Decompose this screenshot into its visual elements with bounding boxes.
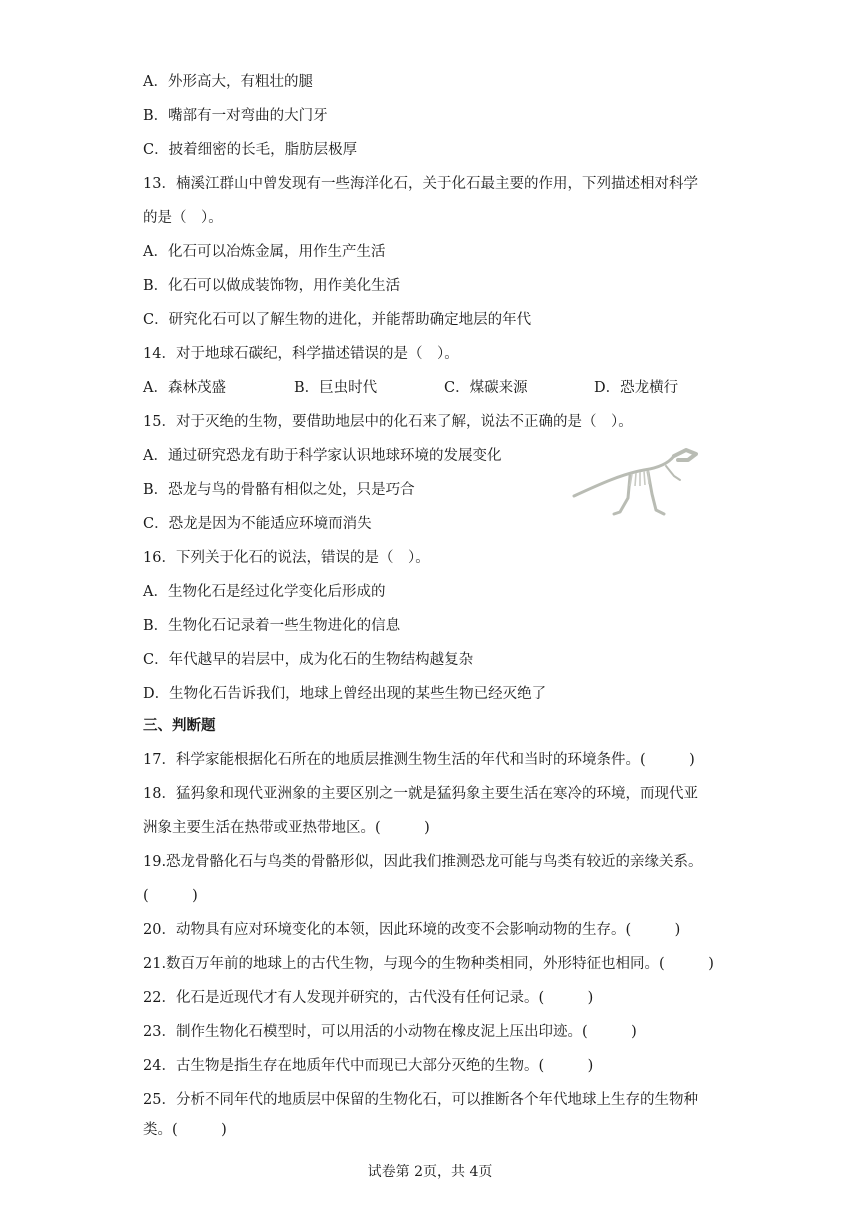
q22: 22．化石是近现代才有人发现并研究的，古代没有任何记录。( ) <box>143 990 594 1006</box>
section-heading-judgement: 三、判断题 <box>143 718 216 734</box>
q16-option-a: A．生物化石是经过化学变化后形成的 <box>143 584 386 600</box>
q16-option-d: D．生物化石告诉我们，地球上曾经出现的某些生物已经灭绝了 <box>143 686 547 702</box>
q13-option-b: B．化石可以做成装饰物，用作美化生活 <box>143 278 401 294</box>
q13-stem-line2: 的是（ ）。 <box>143 210 223 226</box>
q16-stem: 16．下列关于化石的说法，错误的是（ ）。 <box>143 550 430 566</box>
q17: 17．科学家能根据化石所在的地质层推测生物生活的年代和当时的环境条件。( ) <box>143 752 695 768</box>
q13-option-a: A．化石可以冶炼金属，用作生产生活 <box>143 244 386 260</box>
q18-line1: 18．猛犸象和现代亚洲象的主要区别之一就是猛犸象主要生活在寒冷的环境，而现代亚 <box>143 786 698 802</box>
q19-line2: ( ) <box>143 888 198 904</box>
q19-line1: 19.恐龙骨骼化石与鸟类的骨骼形似，因此我们推测恐龙可能与鸟类有较近的亲缘关系。 <box>143 854 703 870</box>
q23: 23．制作生物化石模型时，可以用活的小动物在橡皮泥上压出印迹。( ) <box>143 1024 637 1040</box>
q25-line1: 25．分析不同年代的地质层中保留的生物化石，可以推断各个年代地球上生存的生物种 <box>143 1092 698 1108</box>
q16-option-b: B．生物化石记录着一些生物进化的信息 <box>143 618 401 634</box>
q12-option-a: A．外形高大，有粗壮的腿 <box>143 74 313 90</box>
q15-option-a: A．通过研究恐龙有助于科学家认识地球环境的发展变化 <box>143 448 502 464</box>
q12-option-b: B．嘴部有一对弯曲的大门牙 <box>143 108 328 124</box>
q14-option-a: A．森林茂盛 <box>143 380 226 396</box>
q14-option-d: D．恐龙横行 <box>594 380 679 396</box>
q24: 24．古生物是指生存在地质年代中而现已大部分灭绝的生物。( ) <box>143 1058 594 1074</box>
q25-line2: 类。( ) <box>143 1122 227 1138</box>
q21: 21.数百万年前的地球上的古代生物，与现今的生物种类相同，外形特征也相同。( ) <box>143 956 714 972</box>
q14-option-b: B．巨虫时代 <box>294 380 378 396</box>
q15-stem: 15．对于灭绝的生物，要借助地层中的化石来了解，说法不正确的是（ ）。 <box>143 414 633 430</box>
dinosaur-skeleton-icon <box>570 440 702 522</box>
page-footer: 试卷第 2页，共 4页 <box>367 1164 493 1180</box>
q14-option-c: C．煤碳来源 <box>444 380 528 396</box>
q15-option-b: B．恐龙与鸟的骨骼有相似之处，只是巧合 <box>143 482 415 498</box>
q13-option-c: C．研究化石可以了解生物的进化，并能帮助确定地层的年代 <box>143 312 532 328</box>
q14-stem: 14．对于地球石碳纪，科学描述错误的是（ ）。 <box>143 346 459 362</box>
q15-option-c: C．恐龙是因为不能适应环境而消失 <box>143 516 372 532</box>
q13-stem-line1: 13．楠溪江群山中曾发现有一些海洋化石，关于化石最主要的作用，下列描述相对科学 <box>143 176 698 192</box>
q16-option-c: C．年代越早的岩层中，成为化石的生物结构越复杂 <box>143 652 474 668</box>
q18-line2: 洲象主要生活在热带或亚热带地区。( ) <box>143 820 430 836</box>
q12-option-c: C．披着细密的长毛，脂肪层极厚 <box>143 142 358 158</box>
q20: 20．动物具有应对环境变化的本领，因此环境的改变不会影响动物的生存。( ) <box>143 922 681 938</box>
